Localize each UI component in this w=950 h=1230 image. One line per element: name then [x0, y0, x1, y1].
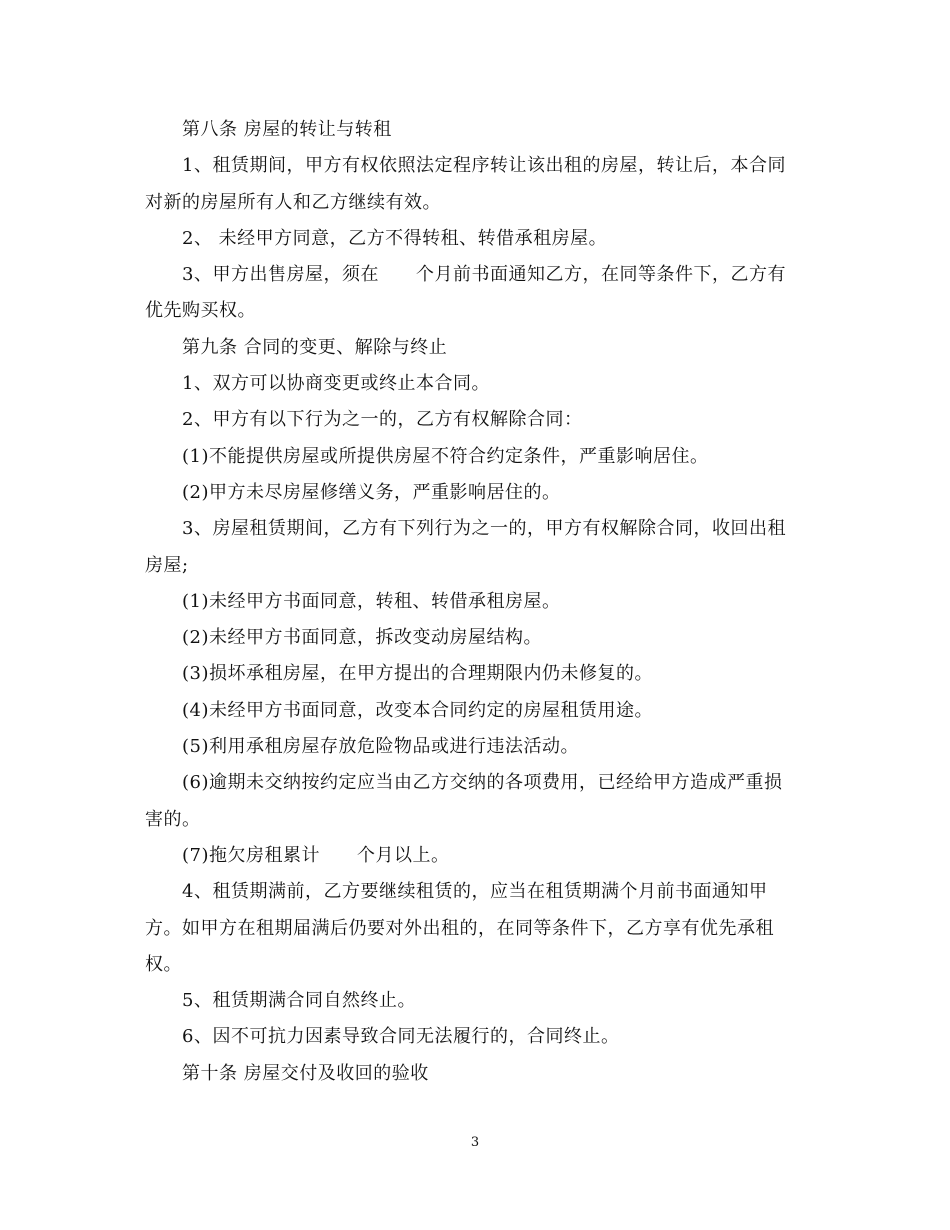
text-line: 4、租赁期满前，乙方要继续租赁的，应当在租赁期满个月前书面通知甲: [182, 881, 768, 903]
text-line: 房屋;: [145, 554, 189, 576]
text-line: 第九条 合同的变更、解除与终止: [182, 336, 448, 358]
text-line: 3、甲方出售房屋，须在 个月前书面通知乙方，在同等条件下，乙方有: [182, 264, 786, 286]
text-line: 2、甲方有以下行为之一的，乙方有权解除合同：: [182, 409, 583, 431]
text-line: (1)未经甲方书面同意，转租、转借承租房屋。: [182, 590, 561, 612]
text-line: 第八条 房屋的转让与转租: [182, 119, 392, 140]
text-line: (3)损坏承租房屋，在甲方提出的合理期限内仍未修复的。: [182, 663, 653, 685]
document-body: [145, 112, 795, 1092]
text-line: (5)利用承租房屋存放危险物品或进行违法活动。: [182, 736, 579, 758]
text-line: 2、 未经甲方同意，乙方不得转租、转借承租房屋。: [182, 227, 608, 249]
text-line: 方。如甲方在租期届满后仍要对外出租的，在同等条件下，乙方享有优先承租: [145, 917, 774, 939]
text-line: 第十条 房屋交付及收回的验收: [182, 1062, 429, 1084]
text-line: (2)未经甲方书面同意，拆改变动房屋结构。: [182, 627, 542, 649]
text-line: 1、双方可以协商变更或终止本合同。: [182, 373, 490, 395]
text-line: 1、租赁期间，甲方有权依照法定程序转让该出租的房屋，转让后，本合同: [182, 155, 786, 177]
text-line: (1)不能提供房屋或所提供房屋不符合约定条件，严重影响居住。: [182, 445, 709, 467]
text-line: (6)逾期未交纳按约定应当由乙方交纳的各项费用，已经给甲方造成严重损: [182, 772, 783, 794]
text-line: 优先购买权。: [145, 300, 256, 322]
text-line: 3、房屋租赁期间，乙方有下列行为之一的，甲方有权解除合同，收回出租: [182, 518, 786, 540]
text-line: (7)拖欠房租累计 个月以上。: [182, 844, 450, 866]
text-line: (2)甲方未尽房屋修缮义务，严重影响居住的。: [182, 481, 561, 503]
text-line: 对新的房屋所有人和乙方继续有效。: [145, 191, 441, 213]
text-line: 权。: [145, 953, 182, 975]
text-line: 害的。: [145, 808, 201, 830]
text-line: (4)未经甲方书面同意，改变本合同约定的房屋租赁用途。: [182, 699, 653, 721]
page-number: 3: [470, 1135, 480, 1150]
text-line: 6、因不可抗力因素导致合同无法履行的，合同终止。: [182, 1026, 620, 1048]
text-line: 5、租赁期满合同自然终止。: [182, 990, 416, 1012]
